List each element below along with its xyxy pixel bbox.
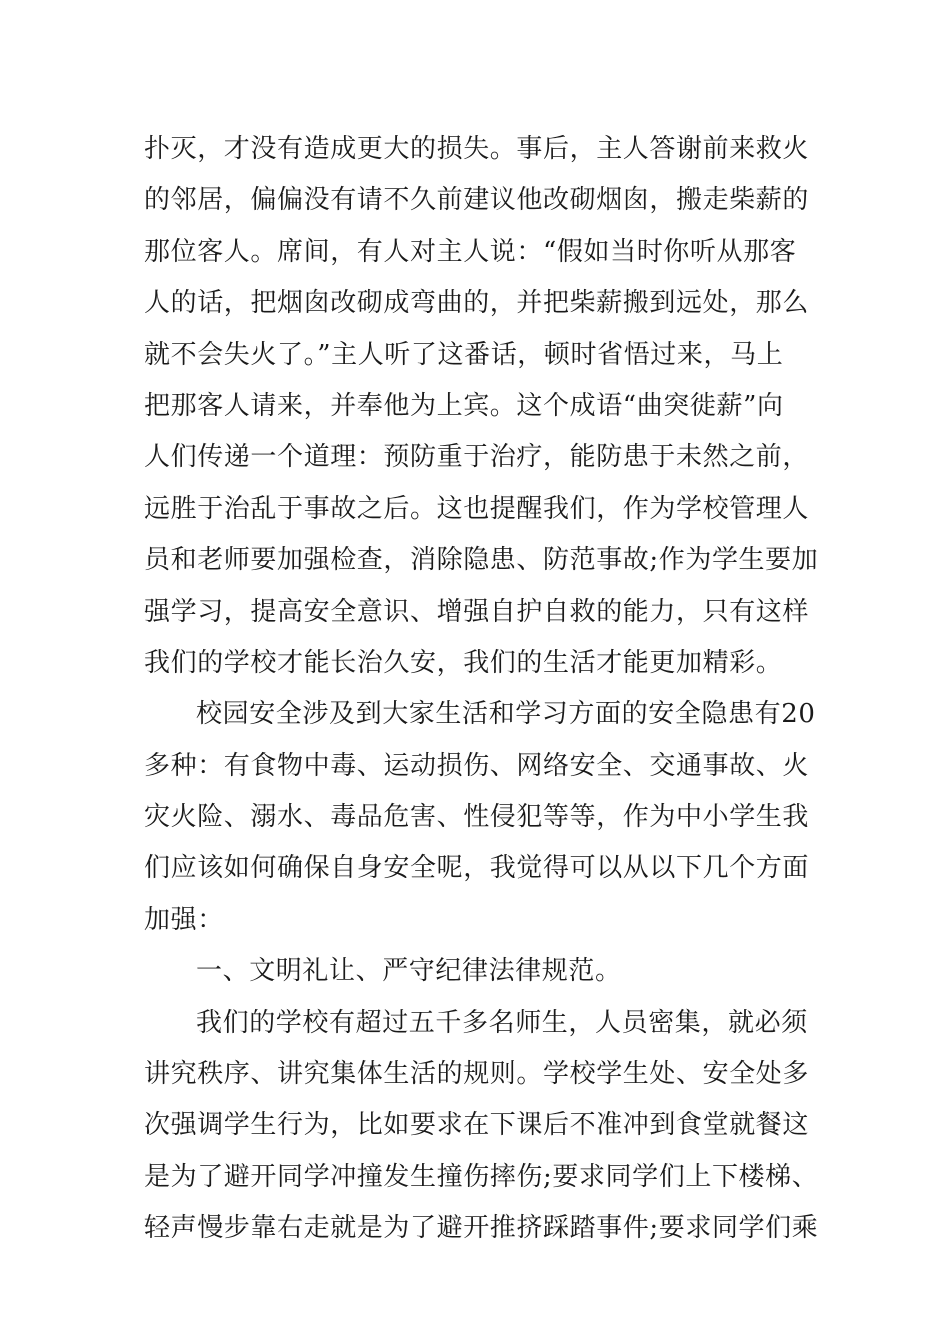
text-line: 轻声慢步靠右走就是为了避开推挤踩踏事件;要求同学们乘 — [144, 1213, 819, 1244]
text-line: 是为了避开同学冲撞发生撞伤摔伤;要求同学们上下楼梯、 — [144, 1161, 819, 1192]
text-line: 把那客人请来，并奉他为上宾。这个成语“曲突徙薪”向 — [144, 390, 784, 421]
text-line: 人们传递一个道理：预防重于治疗，能防患于未然之前， — [144, 442, 810, 473]
text-line: 那位客人。席间，有人对主人说：“假如当时你听从那客 — [144, 236, 797, 267]
text-line: 讲究秩序、讲究集体生活的规则。学校学生处、安全处多 — [144, 1059, 810, 1090]
text-line: 人的话，把烟囱改砌成弯曲的，并把柴薪搬到远处，那么 — [144, 288, 810, 319]
text-line: 加强： — [144, 904, 224, 935]
text-line: 扑灭，才没有造成更大的损失。事后，主人答谢前来救火 — [144, 134, 810, 164]
text-line: 员和老师要加强检查，消除隐患、防范事故;作为学生要加 — [144, 545, 819, 576]
text-line: 多种：有食物中毒、运动损伤、网络安全、交通事故、火 — [144, 750, 810, 781]
text-line: 灾火险、溺水、毒品危害、性侵犯等等，作为中小学生我 — [144, 802, 810, 833]
text-line: 强学习，提高安全意识、增强自护自救的能力，只有这样 — [144, 596, 810, 627]
paragraph-start-line: 我们的学校有超过五千多名师生，人员密集，就必须 — [196, 1007, 808, 1038]
text-line: 的邻居，偏偏没有请不久前建议他改砌烟囱，搬走柴薪的 — [144, 185, 810, 216]
text-line: 远胜于治乱于事故之后。这也提醒我们，作为学校管理人 — [144, 493, 810, 524]
text-line: 我们的学校才能长治久安，我们的生活才能更加精彩。 — [144, 647, 783, 678]
text-line: 就不会失火了。”主人听了这番话，顿时省悟过来，马上 — [144, 339, 784, 370]
body-text — [144, 124, 819, 1255]
section-heading: 一、文明礼让、严守纪律法律规范。 — [196, 956, 622, 987]
paragraph-start-line: 校园安全涉及到大家生活和学习方面的安全隐患有20 — [196, 699, 816, 730]
text-line: 次强调学生行为，比如要求在下课后不准冲到食堂就餐这 — [144, 1110, 810, 1141]
text-line: 们应该如何确保自身安全呢，我觉得可以从以下几个方面 — [144, 853, 810, 884]
